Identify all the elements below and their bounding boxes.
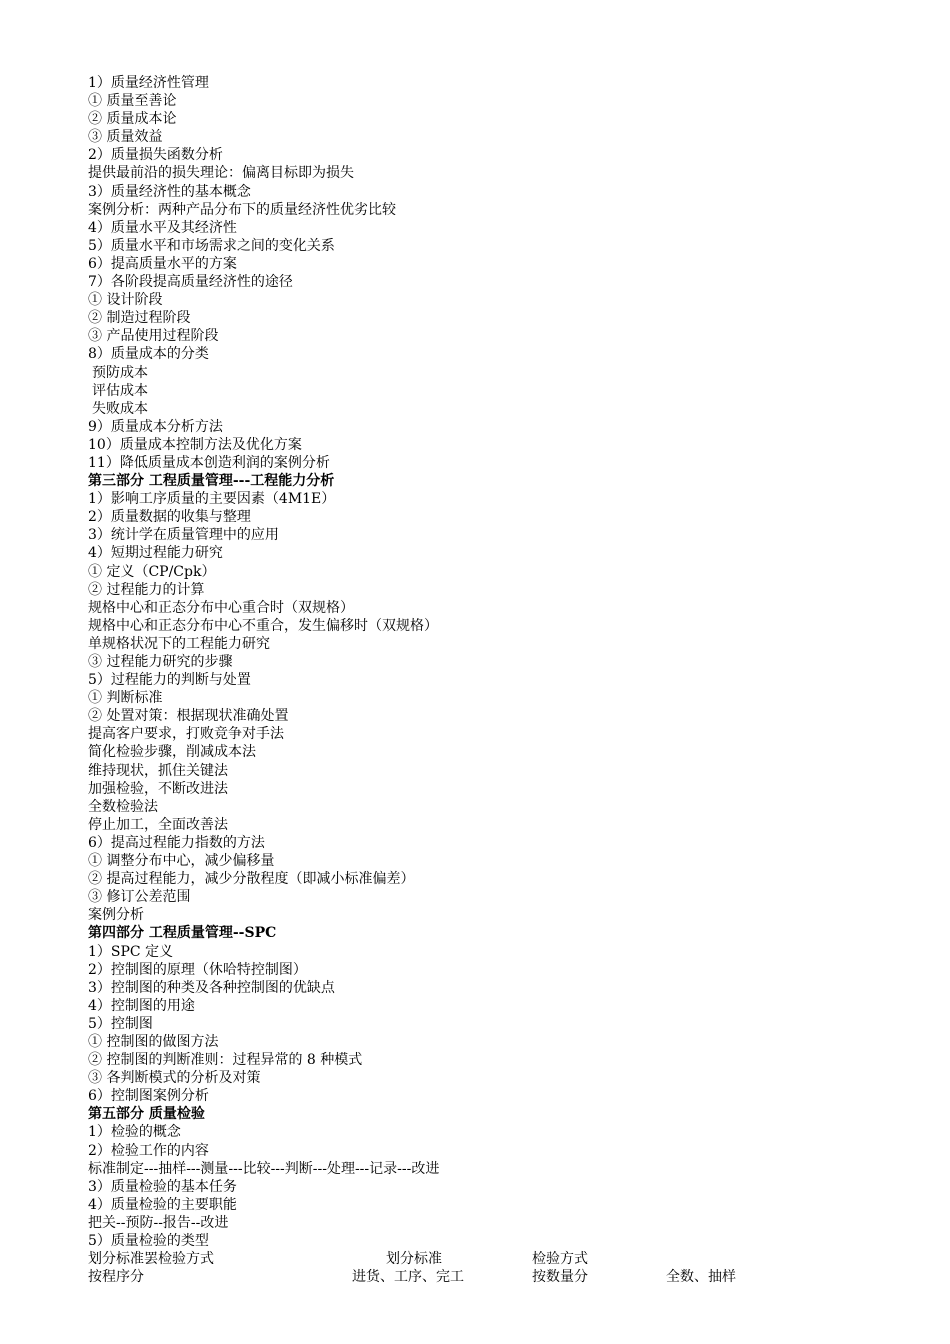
text-line: ② 过程能力的计算 xyxy=(88,581,205,598)
text-line: 加强检验，不断改进法 xyxy=(88,780,228,797)
text-line: 4）控制图的用途 xyxy=(88,997,195,1014)
table-header-row xyxy=(88,1250,888,1268)
text-line: 1）SPC 定义 xyxy=(88,943,174,960)
text-line: 1）检验的概念 xyxy=(88,1124,181,1141)
text-line: 2）质量数据的收集与整理 xyxy=(88,509,251,526)
text-line: 6）提高过程能力指数的方法 xyxy=(88,834,265,851)
text-line: ③ 产品使用过程阶段 xyxy=(88,328,219,345)
text-line: 案例分析：两种产品分布下的质量经济性优劣比较 xyxy=(88,201,396,218)
text-line: 3）统计学在质量管理中的应用 xyxy=(88,527,279,544)
text-line: 5）质量检验的类型 xyxy=(88,1233,209,1249)
text-line: 预防成本 xyxy=(92,364,148,381)
table-cell: 按数量分 xyxy=(532,1269,588,1286)
text-line: 标准制定---抽样---测量---比较---判断---处理---记录---改进 xyxy=(88,1160,440,1177)
text-line: 规格中心和正态分布中心不重合，发生偏移时（双规格） xyxy=(88,617,438,634)
table-row xyxy=(88,1268,888,1286)
table-cell: 全数、抽样 xyxy=(666,1269,736,1286)
text-line: 10）质量成本控制方法及优化方案 xyxy=(88,436,302,453)
text-line: ① 判断标准 xyxy=(88,690,163,707)
text-line: ③ 质量效益 xyxy=(88,129,163,146)
section-heading: 第四部分 工程质量管理--SPC xyxy=(88,925,277,942)
text-line: 8）质量成本的分类 xyxy=(88,346,209,363)
text-line: 1）质量经济性管理 xyxy=(88,75,209,91)
text-line: 2）质量损失函数分析 xyxy=(88,147,223,164)
document-page xyxy=(88,74,888,1286)
text-line: 2）控制图的原理（休哈特控制图） xyxy=(88,961,307,978)
text-line: 案例分析 xyxy=(88,907,144,924)
text-line: 4）质量水平及其经济性 xyxy=(88,219,237,236)
text-line: 4）质量检验的主要职能 xyxy=(88,1196,237,1213)
text-line: 6）控制图案例分析 xyxy=(88,1088,209,1105)
text-line: 把关--预防--报告--改进 xyxy=(88,1214,229,1231)
text-line: ① 调整分布中心，减少偏移量 xyxy=(88,853,275,870)
text-line: 维持现状，抓住关键法 xyxy=(88,762,228,779)
text-line: 3）控制图的种类及各种控制图的优缺点 xyxy=(88,979,335,996)
table-header-cell: 检验方式 xyxy=(532,1251,588,1268)
text-line: 4）短期过程能力研究 xyxy=(88,545,223,562)
text-line: 规格中心和正态分布中心重合时（双规格） xyxy=(88,599,354,616)
table-cell: 进货、工序、完工 xyxy=(352,1269,464,1286)
text-line: 5）过程能力的判断与处置 xyxy=(88,672,251,689)
text-line: 9）质量成本分析方法 xyxy=(88,418,223,435)
text-line: 5）控制图 xyxy=(88,1015,153,1032)
text-line: 6）提高质量水平的方案 xyxy=(88,255,237,272)
text-line: 提高客户要求，打败竞争对手法 xyxy=(88,726,284,743)
text-line: ③ 修订公差范围 xyxy=(88,889,191,906)
text-line: 5）质量水平和市场需求之间的变化关系 xyxy=(88,237,335,254)
text-line: 提供最前沿的损失理论：偏离目标即为损失 xyxy=(88,165,354,182)
text-line: 3）质量检验的基本任务 xyxy=(88,1178,237,1195)
text-line: 2）检验工作的内容 xyxy=(88,1142,209,1159)
text-line: ① 定义（CP/Cpk） xyxy=(88,563,216,580)
text-line: 简化检验步骤，削减成本法 xyxy=(88,744,256,761)
table-cell: 按程序分 xyxy=(88,1269,144,1286)
text-line: 评估成本 xyxy=(92,382,148,399)
text-line: 单规格状况下的工程能力研究 xyxy=(88,635,270,652)
text-line: ③ 各判断模式的分析及对策 xyxy=(88,1070,261,1087)
text-line: ③ 过程能力研究的步骤 xyxy=(88,654,233,670)
table-header-cell: 划分标准 xyxy=(386,1251,442,1268)
text-line: 停止加工，全面改善法 xyxy=(88,816,228,833)
text-line: 3）质量经济性的基本概念 xyxy=(88,183,251,200)
text-line: 1）影响工序质量的主要因素（4M1E） xyxy=(88,491,336,508)
text-line: 7）各阶段提高质量经济性的途径 xyxy=(88,274,293,291)
section-heading: 第五部分 质量检验 xyxy=(88,1106,205,1123)
section-heading: 第三部分 工程质量管理---工程能力分析 xyxy=(88,473,335,490)
table-header-cell: 划分标准罢检验方式 xyxy=(88,1251,214,1268)
text-line: ① 控制图的做图方法 xyxy=(88,1033,219,1050)
text-line: 11）降低质量成本创造利润的案例分析 xyxy=(88,454,330,471)
text-line: ② 质量成本论 xyxy=(88,111,177,128)
text-line: ② 提高过程能力，减少分散程度（即减小标准偏差） xyxy=(88,871,415,888)
text-line: ① 质量至善论 xyxy=(88,93,177,110)
text-line: ② 控制图的判断准则：过程异常的 8 种模式 xyxy=(88,1052,363,1069)
text-line: ① 设计阶段 xyxy=(88,292,163,309)
text-line: ② 处置对策：根据现状准确处置 xyxy=(88,708,289,725)
text-line: 全数检验法 xyxy=(88,798,158,815)
text-line: 失败成本 xyxy=(92,400,148,417)
text-line: ② 制造过程阶段 xyxy=(88,310,191,327)
